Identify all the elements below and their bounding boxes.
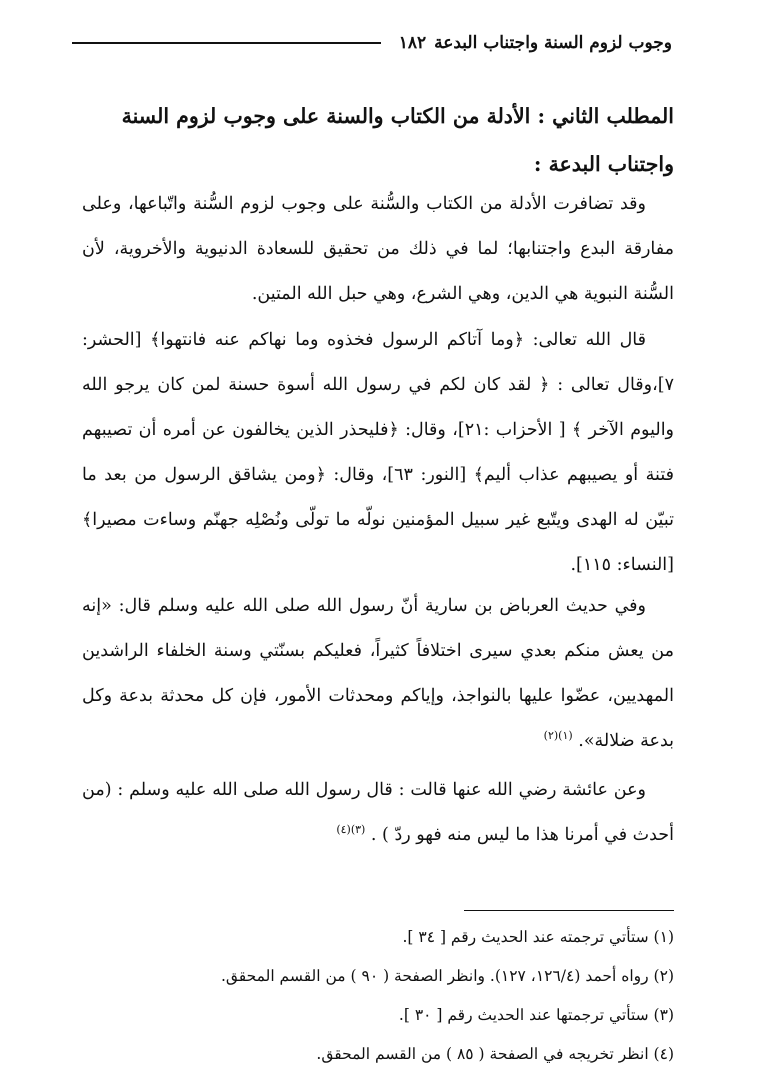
footnote-1: (١) ستأتي ترجمته عند الحديث رقم [ ٣٤ ]. bbox=[402, 928, 674, 946]
footnote-ref-3[interactable]: (٣) bbox=[350, 823, 366, 837]
paragraph-text: وعن عائشة رضي الله عنها قالت : قال رسول الله صلى الله عليه وسلم : (من أحدث في أمرنا هذا ما ليس منه فهو ردّ ) . bbox=[82, 780, 674, 845]
paragraph-1 bbox=[82, 182, 674, 317]
paragraph-text: وفي حديث العرباض بن سارية أنّ رسول الله صلى الله عليه وسلم قال: «إنه من يعش منكم بعدي سيرى اختلافاً كثيراً، فعليكم بسنّتي وسنة الخلفاء الراشدين المهديين، عضّوا عليها بالنواجذ، وإياكم ومحدثات الأمور، فإن كل محدثة بدعة وكل بدعة ضلالة». bbox=[82, 596, 674, 751]
footnote-3: (٣) ستأتي ترجمتها عند الحديث رقم [ ٣٠ ]. bbox=[398, 1006, 674, 1024]
section-heading: المطلب الثاني : الأدلة من الكتاب والسنة على وجوب لزوم السنة واجتناب البدعة : bbox=[121, 104, 674, 176]
paragraph-2 bbox=[82, 318, 674, 588]
paragraph-text: وقد تضافرت الأدلة من الكتاب والسُّنة على وجوب لزوم السُّنة واتّباعها، وعلى مفارقة البدع واجتنابها؛ لما في ذلك من تحقيق للسعادة الدنيوية والأخروية، لأن السُّنة النبوية هي الدين، وهي الشرع، وهي حبل الله المتين. bbox=[82, 194, 674, 304]
running-header bbox=[72, 30, 672, 56]
footnote-ref-4[interactable]: (٤) bbox=[336, 823, 351, 837]
header-title: وجوب لزوم السنة واجتناب البدعة bbox=[434, 33, 672, 53]
footnote-ref-1[interactable]: (١) bbox=[558, 729, 573, 743]
header-rule bbox=[72, 42, 381, 44]
paragraph-3 bbox=[82, 584, 674, 764]
footnote-4: (٤) انظر تخريجه في الصفحة ( ٨٥ ) من القسم المحقق. bbox=[316, 1045, 674, 1063]
footnote-ref-2[interactable]: (٢) bbox=[543, 729, 559, 743]
paragraph-4 bbox=[82, 768, 674, 858]
footnotes bbox=[82, 918, 674, 1074]
footnote-2: (٢) رواه أحمد (١٢٦/٤، ١٢٧). وانظر الصفحة ( ٩٠ ) من القسم المحقق. bbox=[220, 967, 674, 985]
page-number: ١٨٢ bbox=[398, 33, 427, 53]
paragraph-text: قال الله تعالى: ﴿وما آتاكم الرسول فخذوه وما نهاكم عنه فانتهوا﴾ [الحشر: ٧]،وقال تعالى : ﴿ لقد كان لكم في رسول الله أسوة حسنة لمن كان يرجو الله واليوم الآخر ﴾ [ الأحزاب :٢١]، وقال: ﴿فليحذر الذين يخالفون عن أمره أن تصيبهم فتنة أو يصيبهم عذاب أليم﴾ [النور: ٦٣]، وقال: ﴿ومن يشاقق الرسول من بعد ما تبيّن له الهدى ويتّبع غير سبيل المؤمنين نولّه ما تولّى ونُصْلِه جهنّم وساءت مصيرا﴾ [النساء: ١١٥]. bbox=[82, 330, 675, 575]
footnote-separator bbox=[464, 910, 674, 911]
